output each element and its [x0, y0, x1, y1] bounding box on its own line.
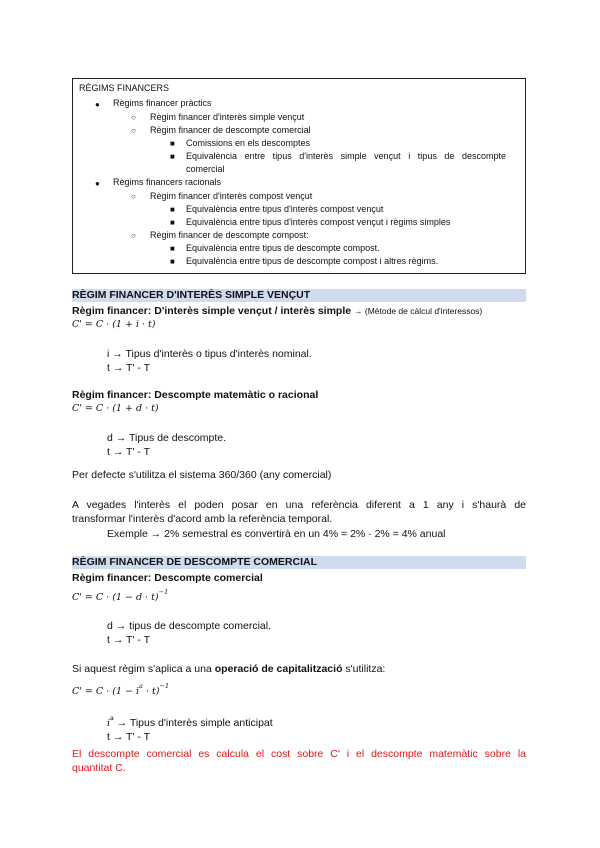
- toc-item: Règim financer d'interès compost vençut: [150, 191, 313, 201]
- ia-superscript: a: [110, 715, 114, 722]
- section-header: RÈGIM FINANCER DE DESCOMPTE COMERCIAL: [72, 556, 526, 569]
- highlight-note: El descompte comercial es calcula el cost sobre C' i el descompte matemàtic sobre la: [72, 748, 526, 760]
- paragraph: transformar l'interès d'acord amb la referència temporal.: [72, 513, 333, 525]
- definition: t → T' - T: [107, 362, 151, 374]
- example: Exemple → 2% semestral es convertirà en un 4% = 2% · 2% = 4% anual: [107, 528, 446, 540]
- circle-bullet-icon: ○: [131, 231, 136, 240]
- formula-body: · t): [145, 686, 160, 697]
- subtitle: Règim financer: D'interès simple vençut / interès simple: [72, 305, 352, 317]
- formula: [72, 682, 170, 697]
- definition: d → Tipus de descompte.: [107, 432, 227, 444]
- square-bullet-icon: ■: [170, 205, 175, 214]
- square-bullet-icon: ■: [170, 218, 175, 227]
- formula: C' = C · (1 + i · t): [72, 319, 156, 330]
- subtitle: Règim financer: Descompte matemàtic o racional: [72, 389, 319, 401]
- bullet-icon: ●: [95, 179, 100, 188]
- definition: [107, 717, 273, 729]
- formula: [72, 588, 169, 603]
- circle-bullet-icon: ○: [131, 192, 136, 201]
- bullet-icon: ●: [95, 100, 100, 109]
- square-bullet-icon: ■: [170, 244, 175, 253]
- definition: t → T' - T: [107, 446, 151, 458]
- formula-exponent: −1: [158, 588, 169, 596]
- section-header: RÈGIM FINANCER D'INTERÈS SIMPLE VENÇUT: [72, 289, 526, 302]
- toc-item: Règims financer pràctics: [113, 98, 212, 108]
- subtitle: Règim financer: Descompte comercial: [72, 572, 263, 584]
- paragraph: A vegades l'interès el poden posar en una referència diferent a 1 any i s'haurà de: [72, 499, 526, 511]
- toc-item: Règims financers racionals: [113, 177, 222, 187]
- method-note: → (Mètode de càlcul d'interessos): [354, 306, 483, 316]
- square-bullet-icon: ■: [170, 139, 175, 148]
- formula-body: C' = C · (1 − i: [72, 686, 139, 697]
- square-bullet-icon: ■: [170, 257, 175, 266]
- toc-item: Equivalència entre tipus de descompte compost.: [186, 243, 380, 253]
- definition: i → Tipus d'interès o tipus d'interès nominal.: [107, 348, 312, 360]
- toc-item: Equivalència entre tipus d'interès compost vençut i règims simples: [186, 217, 451, 227]
- toc-item: Equivalència entre tipus de descompte compost i altres règims.: [186, 256, 439, 266]
- formula-exponent: −1: [159, 682, 170, 690]
- paragraph: [72, 663, 385, 675]
- cap-bold: operació de capitalització: [214, 663, 343, 675]
- subtitle-line: [72, 305, 482, 317]
- paragraph: Per defecte s'utilitza el sistema 360/360 (any comercial): [72, 469, 332, 481]
- definition: d → tipus de descompte comercial.: [107, 620, 271, 632]
- cap-text: Si aquest règim s'aplica a una: [72, 663, 212, 675]
- definition: t → T' - T: [107, 731, 151, 743]
- formula: C' = C · (1 + d · t): [72, 403, 159, 414]
- toc-title: RÈGIMS FINANCERS: [79, 83, 170, 93]
- formula-body: C' = C · (1 − d · t): [72, 592, 159, 603]
- toc-item: Equivalència entre tipus d'interès compost vençut: [186, 204, 384, 214]
- circle-bullet-icon: ○: [131, 126, 136, 135]
- formula-superscript: a: [139, 682, 143, 690]
- ia-definition: → Tipus d'interès simple anticipat: [116, 717, 273, 729]
- circle-bullet-icon: ○: [131, 113, 136, 122]
- cap-text: s'utilitza:: [345, 663, 386, 675]
- toc-item: Règim financer de descompte compost:: [150, 230, 309, 240]
- toc-item: comercial: [186, 164, 225, 174]
- toc-item: Equivalència entre tipus d'interès simple vençut i tipus de descompte: [186, 151, 506, 161]
- definition: t → T' - T: [107, 634, 151, 646]
- square-bullet-icon: ■: [170, 152, 175, 161]
- toc-item: Règim financer de descompte comercial: [150, 125, 311, 135]
- toc-item: Règim financer d'interès simple vençut: [150, 112, 305, 122]
- contents-box: [72, 78, 526, 274]
- highlight-note: quantitat C.: [72, 762, 126, 774]
- ia-symbol: i: [107, 718, 111, 729]
- toc-item: Comissions en els descomptes: [186, 138, 311, 148]
